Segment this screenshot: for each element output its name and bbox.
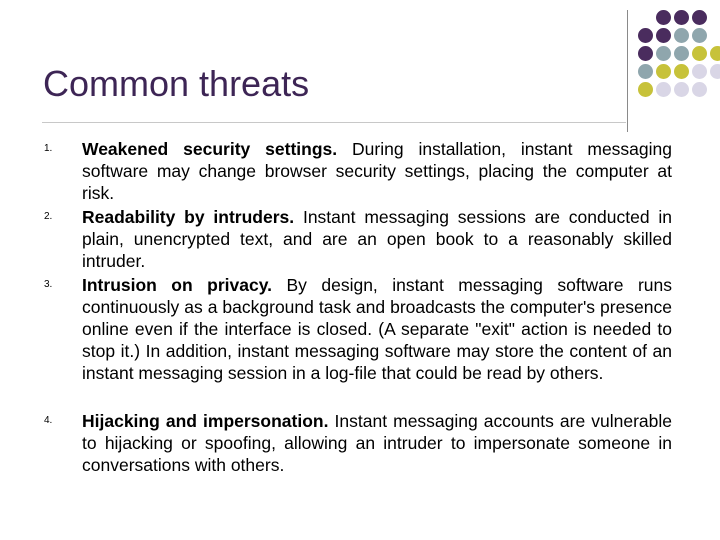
- decorative-dot-grid: [638, 10, 712, 110]
- list-item-heading: Readability by intruders.: [82, 207, 295, 227]
- list-item-number: 3.: [44, 279, 53, 290]
- decorative-dot: [692, 10, 707, 25]
- decorative-dot: [692, 82, 707, 97]
- list-item-heading: Weakened security settings.: [82, 139, 338, 159]
- decorative-dot: [656, 82, 671, 97]
- decorative-dot: [638, 64, 653, 79]
- decorative-dot: [674, 28, 689, 43]
- list-item-body: By design, instant messaging software runs continuously as a background task and broadcasts the computer's presence online even if the interface is closed. (A separate "exit" action is needed to stop it.) In addition, instant messaging software may store the content of an instant messaging session in a log-file that could be read by others.: [82, 275, 672, 383]
- decorative-dot: [692, 46, 707, 61]
- list-item-text: [82, 274, 672, 384]
- decorative-dot: [674, 46, 689, 61]
- decorative-dot: [656, 28, 671, 43]
- list-item-number: 4.: [44, 415, 53, 426]
- list-item-number: 2.: [44, 211, 53, 222]
- decorative-vertical-line: [627, 10, 628, 132]
- decorative-dot: [674, 82, 689, 97]
- list-item-text: [82, 138, 672, 204]
- list-item-text: [82, 410, 672, 476]
- decorative-dot: [710, 64, 720, 79]
- list-item-body: During installation, instant messaging software may change browser security settings, placing the computer at risk.: [82, 139, 673, 203]
- decorative-dot: [638, 46, 653, 61]
- title-underline: [42, 122, 626, 123]
- list-item-body: Instant messaging accounts are vulnerable to hijacking or spoofing, allowing an intruder to impersonate someone in conversations with others.: [82, 411, 672, 475]
- decorative-dot: [710, 46, 720, 61]
- decorative-dot: [674, 10, 689, 25]
- list-item-heading: Intrusion on privacy.: [82, 275, 273, 295]
- decorative-dot: [674, 64, 689, 79]
- list-item-body: Instant messaging sessions are conducted in plain, unencrypted text, and are an open book to a reasonably skilled intruder.: [82, 207, 672, 271]
- list-item-text: [82, 206, 672, 272]
- decorative-dot: [656, 64, 671, 79]
- decorative-dot: [638, 82, 653, 97]
- decorative-dot: [692, 64, 707, 79]
- list-item-number: 1.: [44, 143, 53, 154]
- decorative-dot: [656, 10, 671, 25]
- decorative-dot: [656, 46, 671, 61]
- decorative-dot: [638, 28, 653, 43]
- decorative-dot: [692, 28, 707, 43]
- list-item-heading: Hijacking and impersonation.: [82, 411, 329, 431]
- slide-title: Common threats: [43, 63, 310, 104]
